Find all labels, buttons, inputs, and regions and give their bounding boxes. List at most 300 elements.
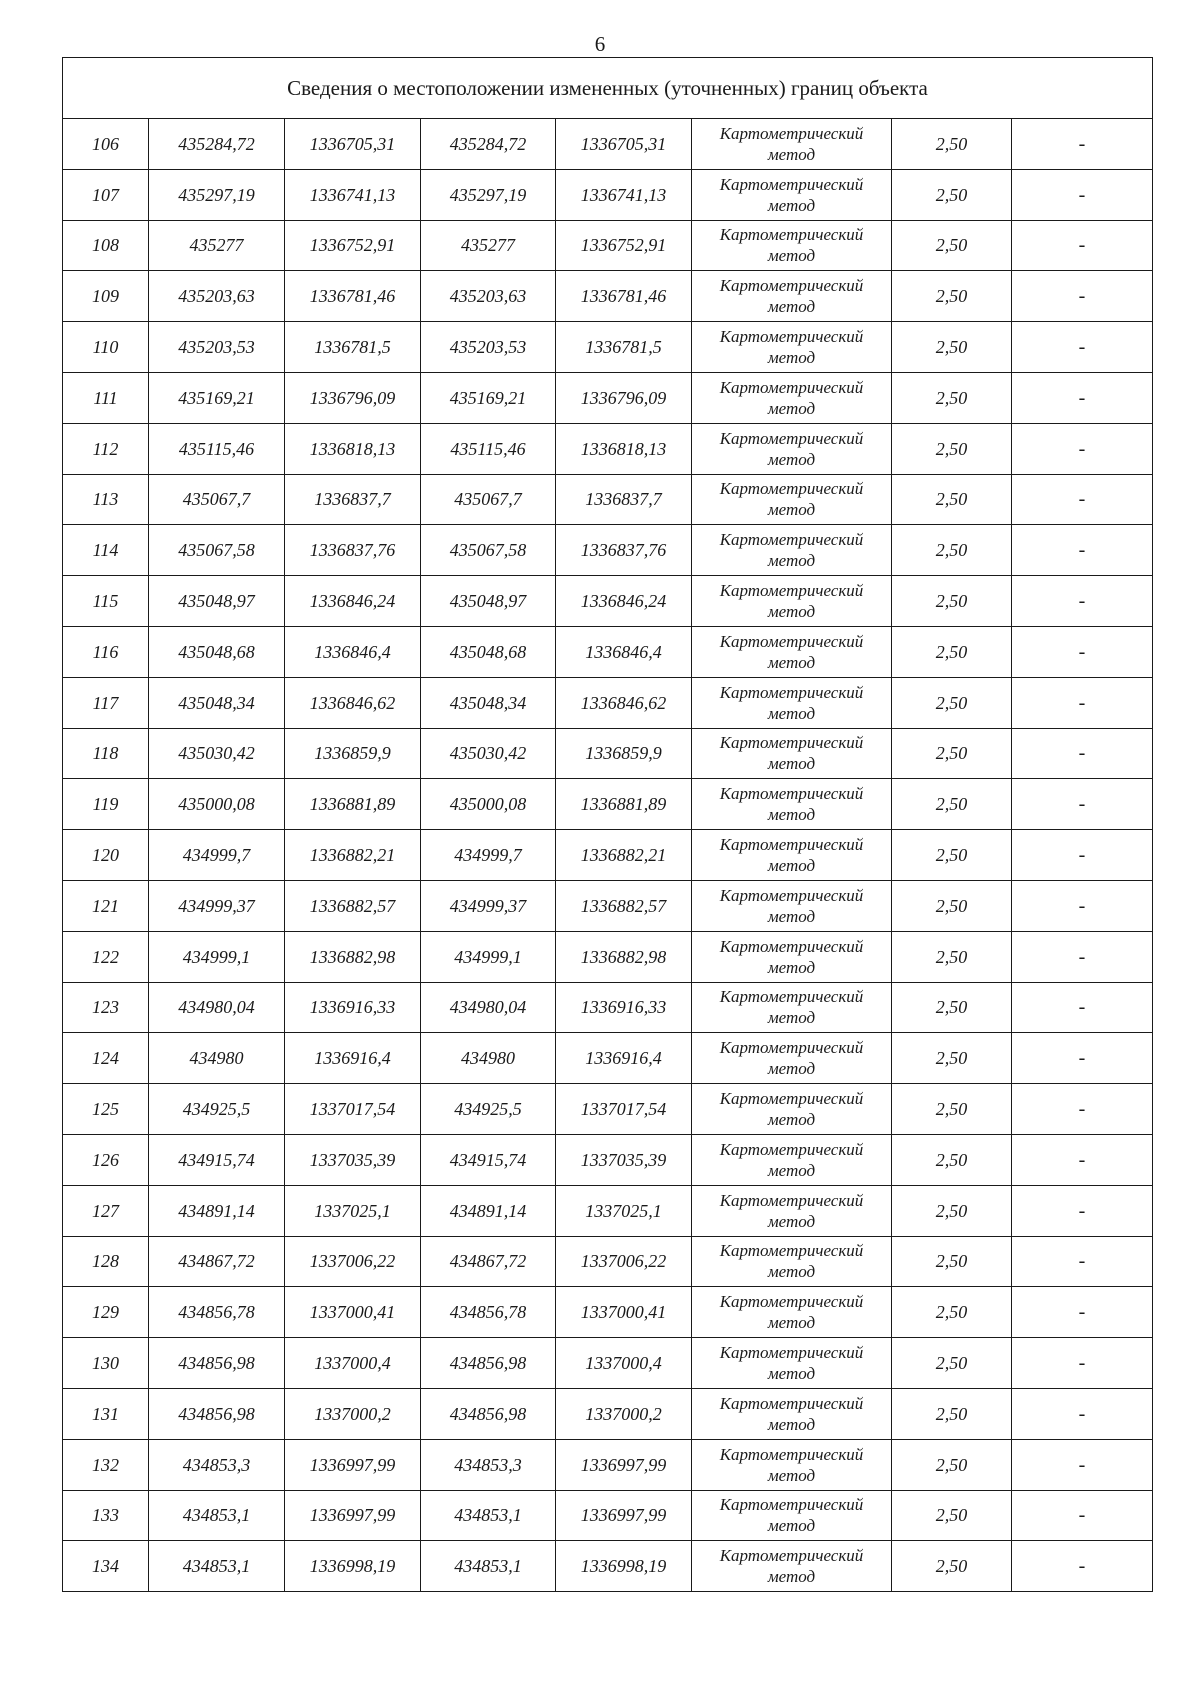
- note-cell: -: [1012, 1134, 1153, 1185]
- y-refined-cell: 1337000,2: [556, 1388, 692, 1439]
- x-refined-cell: 435297,19: [421, 169, 556, 220]
- x-existing-cell: 434980: [149, 1033, 285, 1084]
- method-cell: [692, 1033, 892, 1084]
- y-refined-cell: 1336882,21: [556, 830, 692, 881]
- y-existing-cell: 1336818,13: [285, 423, 421, 474]
- method-line: Картометрический: [719, 885, 864, 905]
- method-line: Картометрический: [719, 1444, 864, 1464]
- x-refined-cell: 434999,37: [421, 880, 556, 931]
- point-number-cell: 106: [63, 119, 149, 170]
- note-cell: -: [1012, 372, 1153, 423]
- y-refined-cell: 1337035,39: [556, 1134, 692, 1185]
- x-existing-cell: 435297,19: [149, 169, 285, 220]
- y-refined-cell: 1336997,99: [556, 1490, 692, 1541]
- table-row: [63, 525, 1153, 576]
- method-line: метод: [767, 246, 816, 266]
- note-cell: -: [1012, 525, 1153, 576]
- accuracy-cell: 2,50: [892, 1185, 1012, 1236]
- x-existing-cell: 435203,63: [149, 271, 285, 322]
- y-existing-cell: 1337017,54: [285, 1084, 421, 1135]
- y-existing-cell: 1336846,62: [285, 677, 421, 728]
- y-existing-cell: 1336881,89: [285, 779, 421, 830]
- note-cell: -: [1012, 880, 1153, 931]
- point-number-cell: 132: [63, 1439, 149, 1490]
- y-refined-cell: 1337025,1: [556, 1185, 692, 1236]
- method-line: метод: [767, 957, 816, 977]
- y-existing-cell: 1336997,99: [285, 1490, 421, 1541]
- method-line: метод: [767, 856, 816, 876]
- page-number: 6: [594, 32, 606, 56]
- method-cell: [692, 271, 892, 322]
- accuracy-cell: 2,50: [892, 474, 1012, 525]
- note-cell: -: [1012, 322, 1153, 373]
- x-refined-cell: 434915,74: [421, 1134, 556, 1185]
- x-refined-cell: 435169,21: [421, 372, 556, 423]
- point-number-cell: 114: [63, 525, 149, 576]
- x-existing-cell: 435048,34: [149, 677, 285, 728]
- method-line: метод: [767, 551, 816, 571]
- note-cell: -: [1012, 931, 1153, 982]
- point-number-cell: 111: [63, 372, 149, 423]
- y-existing-cell: 1336837,7: [285, 474, 421, 525]
- method-line: Картометрический: [719, 276, 864, 296]
- table-row: [63, 474, 1153, 525]
- y-existing-cell: 1337000,2: [285, 1388, 421, 1439]
- accuracy-cell: 2,50: [892, 220, 1012, 271]
- x-existing-cell: 434999,1: [149, 931, 285, 982]
- method-cell: [692, 119, 892, 170]
- method-line: Картометрический: [719, 1139, 864, 1159]
- x-refined-cell: 434999,7: [421, 830, 556, 881]
- x-existing-cell: 435277: [149, 220, 285, 271]
- method-line: метод: [767, 1059, 816, 1079]
- y-refined-cell: 1336837,7: [556, 474, 692, 525]
- table-row: [63, 1439, 1153, 1490]
- y-refined-cell: 1336846,4: [556, 626, 692, 677]
- method-cell: [692, 1236, 892, 1287]
- method-line: Картометрический: [719, 1292, 864, 1312]
- x-existing-cell: 435284,72: [149, 119, 285, 170]
- x-existing-cell: 434853,1: [149, 1490, 285, 1541]
- method-line: метод: [767, 906, 816, 926]
- method-cell: [692, 1185, 892, 1236]
- method-cell: [692, 1287, 892, 1338]
- point-number-cell: 120: [63, 830, 149, 881]
- method-line: метод: [767, 297, 816, 317]
- method-cell: [692, 169, 892, 220]
- x-existing-cell: 435203,53: [149, 322, 285, 373]
- y-refined-cell: 1336997,99: [556, 1439, 692, 1490]
- note-cell: -: [1012, 271, 1153, 322]
- table-row: [63, 1185, 1153, 1236]
- y-existing-cell: 1336796,09: [285, 372, 421, 423]
- note-cell: -: [1012, 1388, 1153, 1439]
- method-line: метод: [767, 398, 816, 418]
- note-cell: -: [1012, 474, 1153, 525]
- method-line: метод: [767, 1313, 816, 1333]
- y-existing-cell: 1336781,5: [285, 322, 421, 373]
- table-header: Сведения о местоположении измененных (уточненных) границ объекта: [63, 58, 1153, 119]
- y-existing-cell: 1336846,24: [285, 576, 421, 627]
- y-refined-cell: 1336916,33: [556, 982, 692, 1033]
- table-row: [63, 271, 1153, 322]
- x-existing-cell: 434867,72: [149, 1236, 285, 1287]
- method-cell: [692, 1134, 892, 1185]
- table-row: [63, 779, 1153, 830]
- note-cell: -: [1012, 1490, 1153, 1541]
- y-refined-cell: 1337006,22: [556, 1236, 692, 1287]
- method-line: метод: [767, 1465, 816, 1485]
- y-refined-cell: 1336916,4: [556, 1033, 692, 1084]
- x-refined-cell: 434853,1: [421, 1490, 556, 1541]
- y-existing-cell: 1336916,33: [285, 982, 421, 1033]
- note-cell: -: [1012, 1033, 1153, 1084]
- point-number-cell: 110: [63, 322, 149, 373]
- method-line: Картометрический: [719, 327, 864, 347]
- method-line: Картометрический: [719, 479, 864, 499]
- x-existing-cell: 434856,78: [149, 1287, 285, 1338]
- table-row: [63, 1033, 1153, 1084]
- method-line: метод: [767, 1008, 816, 1028]
- x-existing-cell: 435030,42: [149, 728, 285, 779]
- method-line: Картометрический: [719, 377, 864, 397]
- note-cell: -: [1012, 1287, 1153, 1338]
- method-line: Картометрический: [719, 530, 864, 550]
- x-refined-cell: 434856,98: [421, 1388, 556, 1439]
- method-line: Картометрический: [719, 987, 864, 1007]
- method-line: Картометрический: [719, 123, 864, 143]
- accuracy-cell: 2,50: [892, 1236, 1012, 1287]
- point-number-cell: 109: [63, 271, 149, 322]
- table-row: [63, 1338, 1153, 1389]
- method-cell: [692, 982, 892, 1033]
- method-line: Картометрический: [719, 1495, 864, 1515]
- method-line: метод: [767, 805, 816, 825]
- table-row: [63, 931, 1153, 982]
- x-existing-cell: 435048,97: [149, 576, 285, 627]
- point-number-cell: 127: [63, 1185, 149, 1236]
- method-line: метод: [767, 500, 816, 520]
- x-refined-cell: 435048,68: [421, 626, 556, 677]
- table-row: [63, 626, 1153, 677]
- note-cell: -: [1012, 1541, 1153, 1592]
- method-line: метод: [767, 1211, 816, 1231]
- method-cell: [692, 931, 892, 982]
- method-line: Картометрический: [719, 631, 864, 651]
- accuracy-cell: 2,50: [892, 525, 1012, 576]
- accuracy-cell: 2,50: [892, 423, 1012, 474]
- method-cell: [692, 1338, 892, 1389]
- method-line: Картометрический: [719, 428, 864, 448]
- x-refined-cell: 434853,1: [421, 1541, 556, 1592]
- point-number-cell: 119: [63, 779, 149, 830]
- note-cell: -: [1012, 982, 1153, 1033]
- accuracy-cell: 2,50: [892, 322, 1012, 373]
- x-refined-cell: 434867,72: [421, 1236, 556, 1287]
- x-refined-cell: 434980: [421, 1033, 556, 1084]
- method-cell: [692, 1541, 892, 1592]
- point-number-cell: 107: [63, 169, 149, 220]
- accuracy-cell: 2,50: [892, 779, 1012, 830]
- x-existing-cell: 435048,68: [149, 626, 285, 677]
- method-cell: [692, 880, 892, 931]
- table-row: [63, 880, 1153, 931]
- y-existing-cell: 1336846,4: [285, 626, 421, 677]
- x-existing-cell: 434915,74: [149, 1134, 285, 1185]
- y-refined-cell: 1336818,13: [556, 423, 692, 474]
- method-cell: [692, 1439, 892, 1490]
- method-line: метод: [767, 1110, 816, 1130]
- x-refined-cell: 435000,08: [421, 779, 556, 830]
- table-row: [63, 423, 1153, 474]
- note-cell: -: [1012, 779, 1153, 830]
- method-line: метод: [767, 1364, 816, 1384]
- y-refined-cell: 1336882,57: [556, 880, 692, 931]
- accuracy-cell: 2,50: [892, 931, 1012, 982]
- accuracy-cell: 2,50: [892, 169, 1012, 220]
- method-line: метод: [767, 348, 816, 368]
- note-cell: -: [1012, 626, 1153, 677]
- x-refined-cell: 435277: [421, 220, 556, 271]
- table-row: [63, 322, 1153, 373]
- point-number-cell: 118: [63, 728, 149, 779]
- x-refined-cell: 435067,7: [421, 474, 556, 525]
- x-existing-cell: 434856,98: [149, 1388, 285, 1439]
- accuracy-cell: 2,50: [892, 372, 1012, 423]
- y-existing-cell: 1336882,57: [285, 880, 421, 931]
- table-row: [63, 1388, 1153, 1439]
- method-cell: [692, 1084, 892, 1135]
- method-cell: [692, 322, 892, 373]
- note-cell: -: [1012, 1439, 1153, 1490]
- note-cell: -: [1012, 677, 1153, 728]
- method-line: Картометрический: [719, 1241, 864, 1261]
- method-cell: [692, 1388, 892, 1439]
- y-existing-cell: 1337000,41: [285, 1287, 421, 1338]
- table-row: [63, 169, 1153, 220]
- point-number-cell: 130: [63, 1338, 149, 1389]
- accuracy-cell: 2,50: [892, 880, 1012, 931]
- point-number-cell: 125: [63, 1084, 149, 1135]
- method-cell: [692, 626, 892, 677]
- point-number-cell: 115: [63, 576, 149, 627]
- accuracy-cell: 2,50: [892, 830, 1012, 881]
- method-line: метод: [767, 449, 816, 469]
- y-refined-cell: 1336741,13: [556, 169, 692, 220]
- y-refined-cell: 1336846,62: [556, 677, 692, 728]
- method-line: метод: [767, 195, 816, 215]
- x-refined-cell: 434853,3: [421, 1439, 556, 1490]
- note-cell: -: [1012, 830, 1153, 881]
- x-existing-cell: 435000,08: [149, 779, 285, 830]
- point-number-cell: 121: [63, 880, 149, 931]
- method-line: Картометрический: [719, 733, 864, 753]
- method-cell: [692, 220, 892, 271]
- point-number-cell: 131: [63, 1388, 149, 1439]
- x-refined-cell: 435203,53: [421, 322, 556, 373]
- table-row: [63, 677, 1153, 728]
- method-line: метод: [767, 1414, 816, 1434]
- method-line: метод: [767, 754, 816, 774]
- method-line: метод: [767, 1160, 816, 1180]
- accuracy-cell: 2,50: [892, 1541, 1012, 1592]
- method-line: Картометрический: [719, 835, 864, 855]
- accuracy-cell: 2,50: [892, 1084, 1012, 1135]
- x-existing-cell: 434999,7: [149, 830, 285, 881]
- y-refined-cell: 1336882,98: [556, 931, 692, 982]
- table-row: [63, 1134, 1153, 1185]
- table-row: [63, 1490, 1153, 1541]
- x-existing-cell: 434925,5: [149, 1084, 285, 1135]
- y-refined-cell: 1336881,89: [556, 779, 692, 830]
- method-cell: [692, 728, 892, 779]
- x-refined-cell: 435048,97: [421, 576, 556, 627]
- table-row: [63, 119, 1153, 170]
- method-cell: [692, 423, 892, 474]
- method-cell: [692, 576, 892, 627]
- table-row: [63, 830, 1153, 881]
- x-existing-cell: 434980,04: [149, 982, 285, 1033]
- x-refined-cell: 434856,98: [421, 1338, 556, 1389]
- point-number-cell: 129: [63, 1287, 149, 1338]
- accuracy-cell: 2,50: [892, 1388, 1012, 1439]
- y-refined-cell: 1337000,41: [556, 1287, 692, 1338]
- method-line: метод: [767, 652, 816, 672]
- x-refined-cell: 434856,78: [421, 1287, 556, 1338]
- y-existing-cell: 1336752,91: [285, 220, 421, 271]
- accuracy-cell: 2,50: [892, 982, 1012, 1033]
- y-existing-cell: 1336837,76: [285, 525, 421, 576]
- method-line: метод: [767, 1516, 816, 1536]
- y-existing-cell: 1336781,46: [285, 271, 421, 322]
- boundary-coordinates-table: [62, 57, 1153, 1592]
- y-refined-cell: 1337000,4: [556, 1338, 692, 1389]
- accuracy-cell: 2,50: [892, 271, 1012, 322]
- y-existing-cell: 1336998,19: [285, 1541, 421, 1592]
- x-refined-cell: 435048,34: [421, 677, 556, 728]
- method-line: метод: [767, 703, 816, 723]
- table-row: [63, 1287, 1153, 1338]
- y-refined-cell: 1336781,5: [556, 322, 692, 373]
- x-refined-cell: 435284,72: [421, 119, 556, 170]
- point-number-cell: 134: [63, 1541, 149, 1592]
- y-existing-cell: 1336859,9: [285, 728, 421, 779]
- x-existing-cell: 434853,3: [149, 1439, 285, 1490]
- method-line: Картометрический: [719, 1343, 864, 1363]
- point-number-cell: 128: [63, 1236, 149, 1287]
- x-existing-cell: 435067,7: [149, 474, 285, 525]
- y-refined-cell: 1336752,91: [556, 220, 692, 271]
- x-refined-cell: 434999,1: [421, 931, 556, 982]
- note-cell: -: [1012, 220, 1153, 271]
- x-existing-cell: 435115,46: [149, 423, 285, 474]
- method-line: Картометрический: [719, 784, 864, 804]
- x-existing-cell: 435169,21: [149, 372, 285, 423]
- method-line: Картометрический: [719, 1089, 864, 1109]
- y-existing-cell: 1336705,31: [285, 119, 421, 170]
- method-line: Картометрический: [719, 174, 864, 194]
- method-line: метод: [767, 144, 816, 164]
- note-cell: -: [1012, 119, 1153, 170]
- x-refined-cell: 435067,58: [421, 525, 556, 576]
- table-row: [63, 1084, 1153, 1135]
- accuracy-cell: 2,50: [892, 1287, 1012, 1338]
- x-existing-cell: 434891,14: [149, 1185, 285, 1236]
- x-existing-cell: 434856,98: [149, 1338, 285, 1389]
- x-refined-cell: 435030,42: [421, 728, 556, 779]
- method-cell: [692, 677, 892, 728]
- y-refined-cell: 1336705,31: [556, 119, 692, 170]
- note-cell: -: [1012, 1185, 1153, 1236]
- y-existing-cell: 1336997,99: [285, 1439, 421, 1490]
- x-existing-cell: 435067,58: [149, 525, 285, 576]
- method-line: метод: [767, 1567, 816, 1587]
- point-number-cell: 112: [63, 423, 149, 474]
- point-number-cell: 126: [63, 1134, 149, 1185]
- table-row: [63, 728, 1153, 779]
- y-existing-cell: 1337000,4: [285, 1338, 421, 1389]
- method-line: метод: [767, 602, 816, 622]
- method-cell: [692, 474, 892, 525]
- accuracy-cell: 2,50: [892, 1338, 1012, 1389]
- x-refined-cell: 435115,46: [421, 423, 556, 474]
- method-line: Картометрический: [719, 1190, 864, 1210]
- x-refined-cell: 434925,5: [421, 1084, 556, 1135]
- accuracy-cell: 2,50: [892, 1439, 1012, 1490]
- point-number-cell: 108: [63, 220, 149, 271]
- method-cell: [692, 372, 892, 423]
- method-line: Картометрический: [719, 225, 864, 245]
- point-number-cell: 124: [63, 1033, 149, 1084]
- y-refined-cell: 1336998,19: [556, 1541, 692, 1592]
- y-existing-cell: 1336882,21: [285, 830, 421, 881]
- method-line: Картометрический: [719, 1393, 864, 1413]
- y-existing-cell: 1337025,1: [285, 1185, 421, 1236]
- x-refined-cell: 434891,14: [421, 1185, 556, 1236]
- point-number-cell: 117: [63, 677, 149, 728]
- x-refined-cell: 434980,04: [421, 982, 556, 1033]
- table-row: [63, 982, 1153, 1033]
- note-cell: -: [1012, 1236, 1153, 1287]
- table-body: [63, 58, 1153, 1592]
- point-number-cell: 122: [63, 931, 149, 982]
- y-existing-cell: 1337035,39: [285, 1134, 421, 1185]
- accuracy-cell: 2,50: [892, 576, 1012, 627]
- accuracy-cell: 2,50: [892, 119, 1012, 170]
- method-line: Картометрический: [719, 1038, 864, 1058]
- y-existing-cell: 1337006,22: [285, 1236, 421, 1287]
- note-cell: -: [1012, 169, 1153, 220]
- y-refined-cell: 1336781,46: [556, 271, 692, 322]
- y-refined-cell: 1336796,09: [556, 372, 692, 423]
- accuracy-cell: 2,50: [892, 677, 1012, 728]
- method-line: метод: [767, 1262, 816, 1282]
- method-line: Картометрический: [719, 1546, 864, 1566]
- note-cell: -: [1012, 1084, 1153, 1135]
- table-row: [63, 576, 1153, 627]
- accuracy-cell: 2,50: [892, 626, 1012, 677]
- x-existing-cell: 434999,37: [149, 880, 285, 931]
- point-number-cell: 113: [63, 474, 149, 525]
- method-cell: [692, 779, 892, 830]
- method-line: Картометрический: [719, 682, 864, 702]
- point-number-cell: 123: [63, 982, 149, 1033]
- note-cell: -: [1012, 423, 1153, 474]
- table-row: [63, 220, 1153, 271]
- method-line: Картометрический: [719, 936, 864, 956]
- x-existing-cell: 434853,1: [149, 1541, 285, 1592]
- note-cell: -: [1012, 728, 1153, 779]
